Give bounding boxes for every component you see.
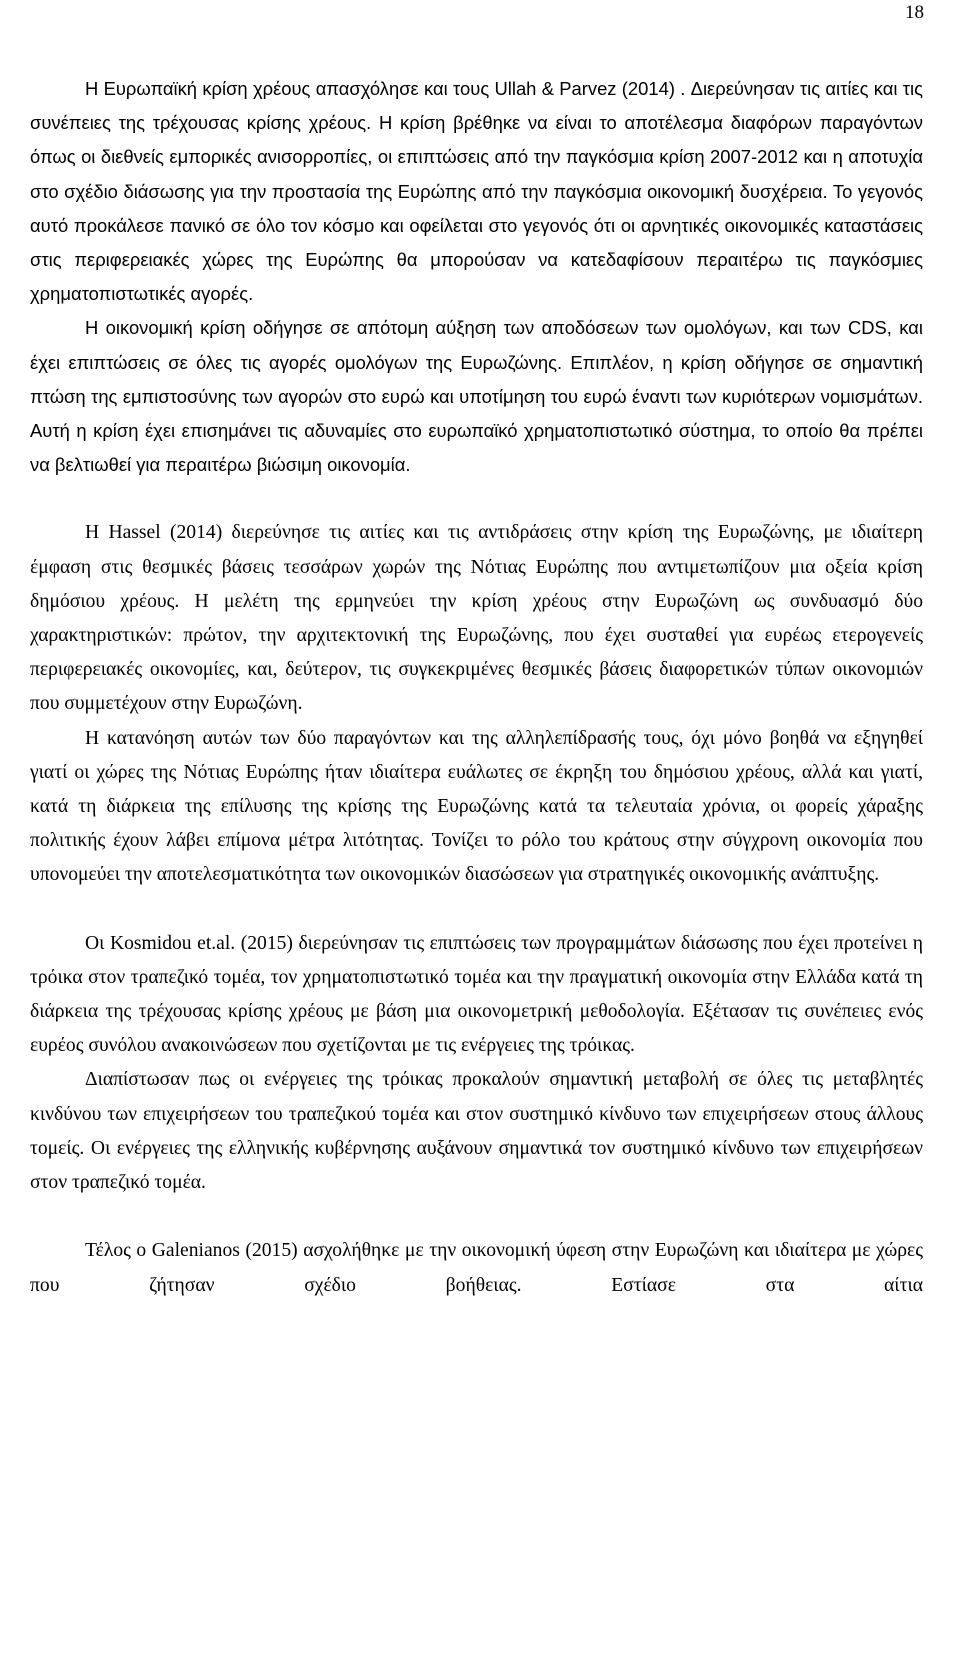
paragraph-kosmidou-2015: Οι Kosmidou et.al. (2015) διερεύνησαν τις επιπτώσεις των προγραμμάτων διάσωσης που έχει προτείνει η τρόικα στον τραπεζικό τομέα, τον χρηματοπιστωτικό τομέα και την πραγματική οικονομία στην Ελλάδα κατά τη διάρκεια της τρέχουσας κρίσης χρέους με βάση μια οικονομετρική μεθοδολογία. Εξέτασαν τις συνέπειες ενός ευρέος συνόλου ανακοινώσεων που σχετίζονται με τις ενέργειες της τρόικας. bbox=[30, 932, 923, 1057]
paragraph-troika-findings: Διαπίστωσαν πως οι ενέργειες της τρόικας προκαλούν σημαντική μεταβολή σε όλες τις μεταβλητές κινδύνου των επιχειρήσεων του τραπεζικού τομέα και στον συστημικό κίνδυνο των επιχειρήσεων στους άλλους τομείς. Οι ενέργειες της ελληνικής κυβέρνησης αυξάνουν σημαντικά τον συστημικό κίνδυνο των επιχειρήσεων στον τραπεζικό τομέα. bbox=[30, 1069, 923, 1194]
document-body bbox=[30, 72, 923, 1303]
paragraph-southern-europe-austerity: Η κατανόηση αυτών των δύο παραγόντων και της αλληλεπίδρασής τους, όχι μόνο βοηθά να εξηγηθεί γιατί οι χώρες της Νότιας Ευρώπης ήταν ιδιαίτερα ευάλωτες σε έκρηξη του δημόσιου χρέους, αλλά και γιατί, κατά τη διάρκεια της επίλυσης της κρίσης της Ευρωζώνης κατά τα τελευταία χρόνια, οι φορείς χάραξης πολιτικής έχουν λάβει επίμονα μέτρα λιτότητας. Τονίζει το ρόλο του κράτους στην σύγχρονη οικονομία που υπονομεύει την αποτελεσματικότητα των οικονομικών διασώσεων για στρατηγικές οικονομικής ανάπτυξης. bbox=[30, 727, 923, 886]
paragraph-spacer bbox=[30, 893, 923, 927]
paragraph-euro-debt-crisis-ullah-parvez: Η Ευρωπαϊκή κρίση χρέους απασχόλησε και τους Ullah & Parvez (2014) . Διερεύνησαν τις αιτίες και τις συνέπειες της τρέχουσας κρίσης χρέους. Η κρίση βρέθηκε να είναι το αποτέλεσμα διαφόρων παραγόντων όπως οι διεθνείς εμπορικές ανισορροπίες, οι επιπτώσεις από την παγκόσμια κρίση 2007-2012 και η αποτυχία στο σχέδιο διάσωσης για την προστασία της Ευρώπης από την παγκόσμια οικονομική δυσχέρεια. Το γεγονός αυτό προκάλεσε πανικό σε όλο τον κόσμο και οφείλεται στο γεγονός ότι οι αρνητικές οικονομικές καταστάσεις στις περιφερειακές χώρες της Ευρώπης θα μπορούσαν να κατεδαφίσουν περαιτέρω τις παγκόσμιες χρηματοπιστωτικές αγορές. bbox=[30, 78, 923, 305]
paragraph-bond-yields-cds: Η οικονομική κρίση οδήγησε σε απότομη αύξηση των αποδόσεων των ομολόγων, και των CDS, και έχει επιπτώσεις σε όλες τις αγορές ομολόγων της Ευρωζώνης. Επιπλέον, η κρίση οδήγησε σε σημαντική πτώση της εμπιστοσύνης των αγορών στο ευρώ και υποτίμηση του ευρώ έναντι των κυριότερων νομισμάτων. Αυτή η κρίση έχει επισημάνει τις αδυναμίες στο ευρωπαϊκό χρηματοπιστωτικό σύστημα, το οποίο θα πρέπει να βελτιωθεί για περαιτέρω βιώσιμη οικονομία. bbox=[30, 317, 923, 476]
paragraph-spacer bbox=[30, 1200, 923, 1234]
paragraph-galenianos-2015: Τέλος ο Galenianos (2015) ασχολήθηκε με την οικονομική ύφεση στην Ευρωζώνη και ιδιαίτερα με χώρες που ζήτησαν σχέδιο βοήθειας. Εστίασε στα αίτια bbox=[30, 1240, 923, 1296]
paragraph-spacer bbox=[30, 482, 923, 516]
page-number: 18 bbox=[905, 2, 924, 23]
paragraph-hassel-2014: Η Hassel (2014) διερεύνησε τις αιτίες και τις αντιδράσεις στην κρίση της Ευρωζώνης, με ιδιαίτερη έμφαση στις θεσμικές βάσεις τεσσάρων χωρών της Νότιας Ευρώπης που αντιμετωπίζουν μια οξεία κρίση δημόσιου χρέους. Η μελέτη της ερμηνεύει την κρίση χρέους στην Ευρωζώνη ως συνδυασμό δύο χαρακτηριστικών: πρώτον, την αρχιτεκτονική της Ευρωζώνης, που έχει συσταθεί για ευρέως ετερογενείς περιφερειακές οικονομίες, και, δεύτερον, τις συγκεκριμένες θεσμικές βάσεις διαφορετικών τύπων οικονομιών που συμμετέχουν στην Ευρωζώνη. bbox=[30, 522, 923, 715]
